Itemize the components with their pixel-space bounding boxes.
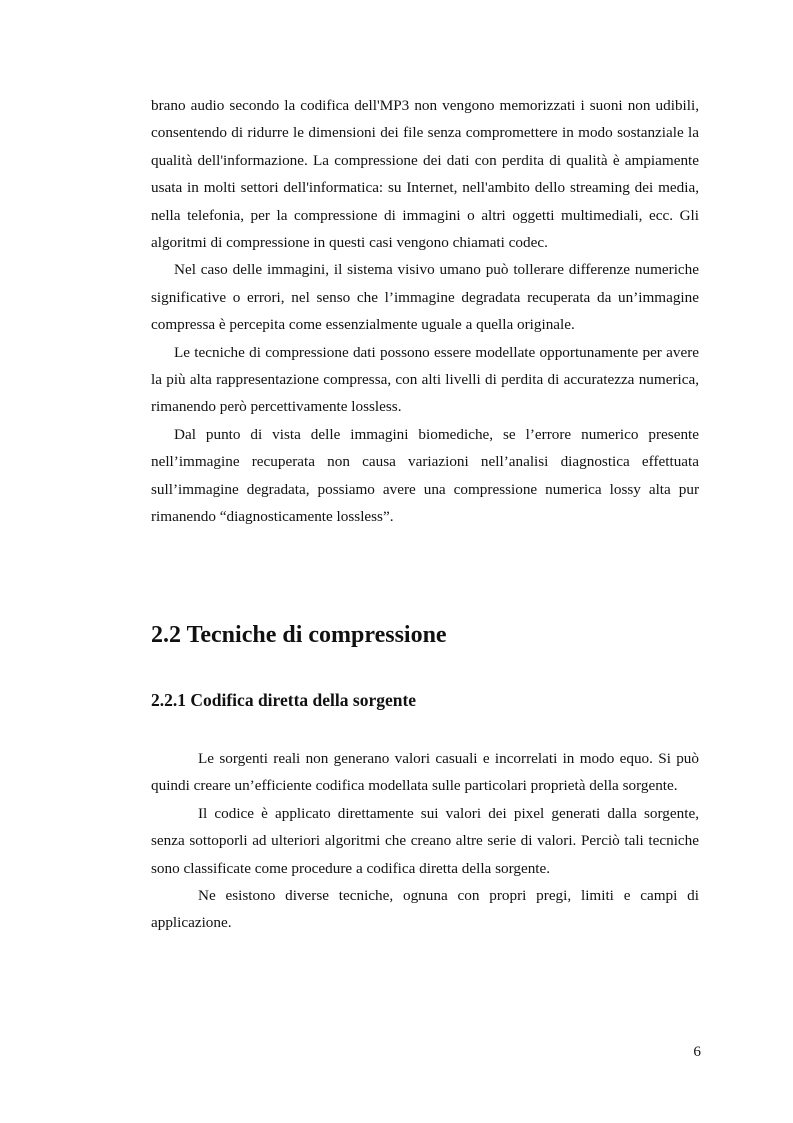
paragraph-biomedical-images: Dal punto di vista delle immagini biomediche, se l’errore numerico presente nell’immagine recuperata non causa variazioni nell’analisi diagnostica effettuata sull’immagine degradata, possiamo avere una compressione numerica lossy alta pur rimanendo “diagnosticamente lossless”. xyxy=(151,425,699,526)
section-heading: 2.2 Tecniche di compressione xyxy=(151,622,447,648)
paragraph-compression-techniques: Le tecniche di compressione dati possono essere modellate opportunamente per avere la più alta rappresentazione compressa, con alti livelli di perdita di accuratezza numerica, rimanendo però percettivamente lossless. xyxy=(151,343,699,416)
subsection-heading: 2.2.1 Codifica diretta della sorgente xyxy=(151,690,417,710)
subsection-text xyxy=(151,745,699,937)
paragraph-human-vision: Nel caso delle immagini, il sistema visivo umano può tollerare differenze numeriche significative o errori, nel senso che l’immagine degradata recuperata da un’immagine compressa è percepita come essenzialmente uguale a quella originale. xyxy=(151,261,699,334)
paragraph-direct-coding: Il codice è applicato direttamente sui valori dei pixel generati dalla sorgente, senza sottoporli ad ulteriori algoritmi che creano altre serie di valori. Perciò tali tecniche sono classificate come procedure a codifica diretta della sorgente. xyxy=(151,804,699,877)
intro-text xyxy=(151,92,699,531)
paragraph-mp3-codec: brano audio secondo la codifica dell'MP3 non vengono memorizzati i suoni non udibili, consentendo di ridurre le dimensioni dei file senza compromettere in modo sostanziale la qualità dell'informazione. La compressione dei dati con perdita di qualità è ampiamente usata in molti settori dell'informatica: su Internet, nell'ambito dello streaming dei media, nella telefonia, per la compressione di immagini o altri oggetti multimediali, ecc. Gli algoritmi di compressione in questi casi vengono chiamati codec. xyxy=(151,97,699,252)
page-number: 6 xyxy=(693,1043,701,1060)
paragraph-techniques-list: Ne esistono diverse tecniche, ognuna con propri pregi, limiti e campi di applicazione. xyxy=(151,887,699,932)
paragraph-real-sources: Le sorgenti reali non generano valori casuali e incorrelati in modo equo. Si può quindi creare un’efficiente codifica modellata sulle particolari proprietà della sorgente. xyxy=(151,750,699,795)
